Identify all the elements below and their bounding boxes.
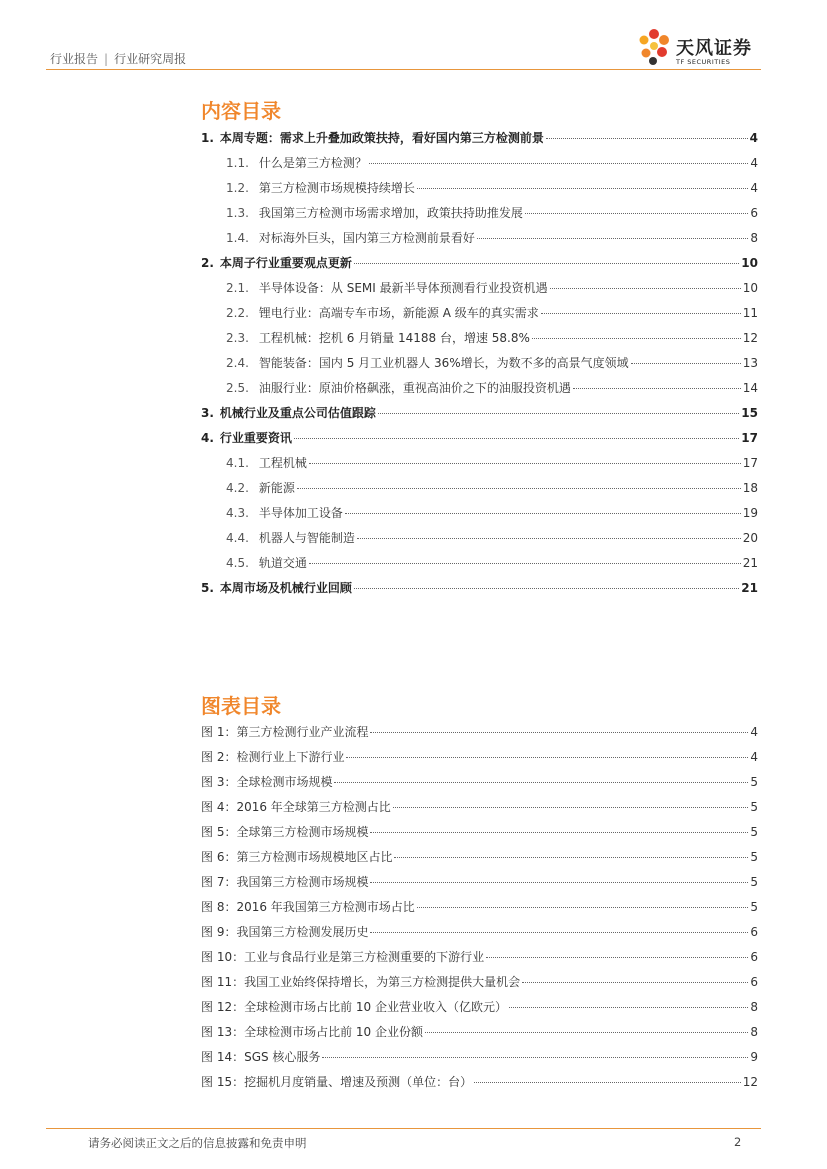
toc-entry-label bbox=[226, 204, 523, 221]
toc-entry-label bbox=[226, 504, 343, 521]
toc-entry-page: 13 bbox=[742, 356, 758, 370]
figure-entry-page: 12 bbox=[742, 1075, 758, 1089]
toc-leader-dots bbox=[546, 138, 748, 139]
toc-leader-dots bbox=[309, 463, 741, 464]
toc-entry-number: 2.1. bbox=[226, 281, 249, 295]
toc-entry-number: 2.5. bbox=[226, 381, 249, 395]
toc-entry-label bbox=[226, 179, 415, 196]
toc-entry-number: 4.3. bbox=[226, 506, 249, 520]
figure-entry[interactable] bbox=[201, 773, 758, 790]
figure-leader-dots bbox=[474, 1082, 741, 1083]
figure-entry-page: 5 bbox=[750, 900, 758, 914]
toc-entry-number: 1.1. bbox=[226, 156, 249, 170]
toc-leader-dots bbox=[294, 438, 739, 439]
toc-entry-page: 12 bbox=[742, 331, 758, 345]
toc-entry-label bbox=[226, 154, 367, 171]
figure-entry[interactable] bbox=[201, 998, 758, 1015]
figure-leader-dots bbox=[522, 982, 748, 983]
toc-entry-page: 4 bbox=[749, 131, 758, 145]
toc-entry[interactable] bbox=[226, 479, 758, 496]
toc-entry-text: 机器人与智能制造 bbox=[258, 531, 355, 545]
figure-entry-label: 图 15：挖掘机月度销量、增速及预测（单位：台） bbox=[201, 1075, 473, 1089]
header-breadcrumb bbox=[50, 50, 186, 67]
figure-entry-page: 5 bbox=[750, 875, 758, 889]
toc-entry-number: 3. bbox=[201, 406, 214, 420]
figures-title: 图表目录 bbox=[201, 694, 281, 718]
toc-entry-text: 我国第三方检测市场需求增加，政策扶持助推发展 bbox=[258, 206, 523, 220]
toc-entry-page: 15 bbox=[741, 406, 758, 420]
figure-entry-label: 图 10：工业与食品行业是第三方检测重要的下游行业 bbox=[201, 950, 485, 964]
figure-entry[interactable] bbox=[201, 1048, 758, 1065]
toc-entry-number: 5. bbox=[201, 581, 214, 595]
toc-entry[interactable] bbox=[226, 554, 758, 571]
toc-entry-number: 1.2. bbox=[226, 181, 249, 195]
toc-entry-page: 19 bbox=[742, 506, 758, 520]
toc-leader-dots bbox=[541, 313, 741, 314]
figure-entry-label: 图 14：SGS 核心服务 bbox=[201, 1050, 321, 1064]
toc-leader-dots bbox=[354, 263, 739, 264]
toc-entry-text: 第三方检测市场规模持续增长 bbox=[258, 181, 415, 195]
toc-entry[interactable] bbox=[226, 229, 758, 246]
toc-entry-text: 油服行业：原油价格飙涨，重视高油价之下的油服投资机遇 bbox=[258, 381, 571, 395]
figure-leader-dots bbox=[509, 1007, 748, 1008]
toc-entry-number: 1.4. bbox=[226, 231, 249, 245]
toc-entry-page: 21 bbox=[742, 556, 758, 570]
toc-entry-label bbox=[226, 329, 530, 346]
toc-entry-page: 11 bbox=[742, 306, 758, 320]
toc-leader-dots bbox=[357, 538, 741, 539]
toc-entry-page: 20 bbox=[742, 531, 758, 545]
toc-entry-page: 21 bbox=[741, 581, 758, 595]
toc-entry-number: 4.1. bbox=[226, 456, 249, 470]
footer-disclaimer: 请务必阅读正文之后的信息披露和免责申明 bbox=[88, 1136, 307, 1150]
figure-leader-dots bbox=[370, 932, 748, 933]
toc-leader-dots bbox=[532, 338, 741, 339]
figure-entry[interactable] bbox=[201, 923, 758, 940]
toc-entry-page: 4 bbox=[750, 181, 758, 195]
toc-entry-text: 智能装备：国内 5 月工业机器人 36%增长，为数不多的高景气度领域 bbox=[258, 356, 629, 370]
toc-entry-page: 17 bbox=[742, 456, 758, 470]
figure-leader-dots bbox=[370, 882, 748, 883]
toc-entry-page: 17 bbox=[741, 431, 758, 445]
figure-entry-label: 图 11：我国工业始终保持增长，为第三方检测提供大量机会 bbox=[201, 975, 521, 989]
toc-entry[interactable] bbox=[226, 329, 758, 346]
figure-entry[interactable] bbox=[201, 1023, 758, 1040]
toc-entry-page: 10 bbox=[741, 256, 758, 270]
toc-leader-dots bbox=[345, 513, 741, 514]
toc-entry-label bbox=[226, 354, 629, 371]
toc-entry-number: 4.2. bbox=[226, 481, 249, 495]
toc-entry-page: 6 bbox=[750, 206, 758, 220]
toc-entry-label bbox=[226, 229, 475, 246]
figure-entry-label: 图 1：第三方检测行业产业流程 bbox=[201, 725, 369, 739]
figure-leader-dots bbox=[334, 782, 748, 783]
figure-entry[interactable] bbox=[201, 798, 758, 815]
figure-leader-dots bbox=[486, 957, 748, 958]
header-report-category: 行业研究周报 bbox=[114, 52, 187, 66]
toc-entry-label bbox=[226, 454, 307, 471]
toc-entry-text: 本周专题：需求上升叠加政策扶持，看好国内第三方检测前景 bbox=[219, 131, 544, 145]
figure-leader-dots bbox=[393, 807, 749, 808]
toc-entry[interactable] bbox=[226, 204, 758, 221]
figure-entry[interactable] bbox=[201, 848, 758, 865]
figure-entry-label: 图 12：全球检测市场占比前 10 企业营业收入（亿欧元） bbox=[201, 1000, 507, 1014]
company-logo bbox=[632, 26, 762, 70]
toc-entry-label bbox=[201, 429, 292, 446]
page-number: 2 bbox=[734, 1135, 742, 1149]
figure-leader-dots bbox=[346, 757, 748, 758]
figure-entry[interactable] bbox=[201, 748, 758, 765]
figure-entry[interactable] bbox=[201, 973, 758, 990]
toc-entry[interactable] bbox=[201, 254, 758, 271]
toc-entry[interactable] bbox=[226, 179, 758, 196]
figure-leader-dots bbox=[417, 907, 749, 908]
figure-entry[interactable] bbox=[201, 948, 758, 965]
toc-entry[interactable] bbox=[226, 304, 758, 321]
toc-leader-dots bbox=[477, 238, 748, 239]
figure-entry[interactable] bbox=[201, 723, 758, 740]
toc-entry-page: 14 bbox=[742, 381, 758, 395]
toc-entry-label bbox=[226, 304, 539, 321]
toc-entry-label bbox=[226, 279, 548, 296]
toc-leader-dots bbox=[417, 188, 748, 189]
figure-leader-dots bbox=[370, 732, 748, 733]
toc-entry-label bbox=[201, 254, 352, 271]
toc-entry-text: 锂电行业：高端专车市场，新能源 A 级车的真实需求 bbox=[258, 306, 539, 320]
toc-entry-label bbox=[201, 129, 544, 146]
figure-leader-dots bbox=[394, 857, 748, 858]
figure-leader-dots bbox=[370, 832, 748, 833]
toc-entry-number: 4.4. bbox=[226, 531, 249, 545]
toc-entry-page: 18 bbox=[742, 481, 758, 495]
toc-entry[interactable] bbox=[226, 454, 758, 471]
toc-entry-number: 1.3. bbox=[226, 206, 249, 220]
toc-entry-number: 4.5. bbox=[226, 556, 249, 570]
figure-entry-label: 图 9：我国第三方检测发展历史 bbox=[201, 925, 369, 939]
toc-entry[interactable] bbox=[226, 154, 758, 171]
logo-name-cn: 天风证券 bbox=[676, 38, 752, 59]
toc-entry-label bbox=[201, 579, 352, 596]
toc-entry[interactable] bbox=[226, 504, 758, 521]
toc-entry-text: 对标海外巨头，国内第三方检测前景看好 bbox=[258, 231, 475, 245]
toc-leader-dots bbox=[378, 413, 739, 414]
toc-entry[interactable] bbox=[201, 429, 758, 446]
figure-entry-label: 图 7：我国第三方检测市场规模 bbox=[201, 875, 369, 889]
figure-entry-page: 5 bbox=[750, 775, 758, 789]
figure-entry-page: 9 bbox=[750, 1050, 758, 1064]
toc-leader-dots bbox=[631, 363, 741, 364]
toc-leader-dots bbox=[297, 488, 741, 489]
header-separator: | bbox=[104, 52, 109, 66]
figure-leader-dots bbox=[322, 1057, 748, 1058]
figure-entry[interactable] bbox=[201, 1073, 758, 1090]
toc-title: 内容目录 bbox=[201, 99, 281, 123]
figure-leader-dots bbox=[425, 1032, 748, 1033]
toc-entry[interactable] bbox=[201, 404, 758, 421]
toc-entry-text: 半导体加工设备 bbox=[258, 506, 343, 520]
figure-entry-page: 8 bbox=[750, 1025, 758, 1039]
toc-entry-text: 工程机械 bbox=[258, 456, 307, 470]
toc-entry-text: 什么是第三方检测？ bbox=[258, 156, 367, 170]
toc-entry-label bbox=[226, 479, 295, 496]
toc-leader-dots bbox=[550, 288, 741, 289]
toc-entry[interactable] bbox=[226, 279, 758, 296]
toc-entry-text: 行业重要资讯 bbox=[219, 431, 292, 445]
figure-entry-page: 6 bbox=[750, 975, 758, 989]
toc-leader-dots bbox=[309, 563, 741, 564]
figure-entry-page: 5 bbox=[750, 825, 758, 839]
toc-entry-number: 2.3. bbox=[226, 331, 249, 345]
figure-entry-label: 图 4：2016 年全球第三方检测占比 bbox=[201, 800, 391, 814]
toc-entry-label bbox=[226, 529, 355, 546]
header-report-type: 行业报告 bbox=[50, 52, 99, 66]
toc-entry[interactable] bbox=[226, 379, 758, 396]
footer-divider bbox=[46, 1128, 761, 1129]
figure-entry-page: 8 bbox=[750, 1000, 758, 1014]
toc-entry-text: 新能源 bbox=[258, 481, 295, 495]
toc-entry-label bbox=[226, 554, 307, 571]
figure-entry-page: 5 bbox=[750, 850, 758, 864]
toc-entry[interactable] bbox=[226, 529, 758, 546]
toc-entry-page: 4 bbox=[750, 156, 758, 170]
figure-entry-label: 图 5：全球第三方检测市场规模 bbox=[201, 825, 369, 839]
toc-entry-text: 本周子行业重要观点更新 bbox=[219, 256, 352, 270]
toc-entry-number: 2.2. bbox=[226, 306, 249, 320]
header-divider bbox=[46, 69, 761, 70]
toc-entry[interactable] bbox=[201, 129, 758, 146]
toc-entry-page: 8 bbox=[750, 231, 758, 245]
toc-entry-number: 2. bbox=[201, 256, 214, 270]
toc-entry-number: 2.4. bbox=[226, 356, 249, 370]
figure-entry-page: 4 bbox=[750, 750, 758, 764]
toc-entry[interactable] bbox=[201, 579, 758, 596]
toc-entry-text: 工程机械：挖机 6 月销量 14188 台，增速 58.8% bbox=[258, 331, 530, 345]
toc-leader-dots bbox=[573, 388, 741, 389]
figure-entry[interactable] bbox=[201, 823, 758, 840]
figure-entry-page: 5 bbox=[750, 800, 758, 814]
figure-entry-label: 图 2：检测行业上下游行业 bbox=[201, 750, 345, 764]
toc-entry[interactable] bbox=[226, 354, 758, 371]
toc-entry-label bbox=[226, 379, 571, 396]
figure-entry-label: 图 3：全球检测市场规模 bbox=[201, 775, 333, 789]
toc-entry-text: 本周市场及机械行业回顾 bbox=[219, 581, 352, 595]
figure-entry-label: 图 13：全球检测市场占比前 10 企业份额 bbox=[201, 1025, 423, 1039]
toc-leader-dots bbox=[525, 213, 748, 214]
figure-entry[interactable] bbox=[201, 898, 758, 915]
figure-entry-page: 6 bbox=[750, 925, 758, 939]
figure-entry-page: 6 bbox=[750, 950, 758, 964]
toc-entry-page: 10 bbox=[742, 281, 758, 295]
figure-entry-page: 4 bbox=[750, 725, 758, 739]
toc-leader-dots bbox=[369, 163, 748, 164]
figure-entry-label: 图 8：2016 年我国第三方检测市场占比 bbox=[201, 900, 415, 914]
logo-name-en: TF SECURITIES bbox=[676, 58, 731, 66]
toc-entry-text: 机械行业及重点公司估值跟踪 bbox=[219, 406, 376, 420]
toc-entry-label bbox=[201, 404, 376, 421]
toc-leader-dots bbox=[354, 588, 739, 589]
logo-flower-icon bbox=[632, 26, 676, 70]
toc-entry-number: 4. bbox=[201, 431, 214, 445]
figure-entry-label: 图 6：第三方检测市场规模地区占比 bbox=[201, 850, 393, 864]
toc-entry-text: 半导体设备：从 SEMI 最新半导体预测看行业投资机遇 bbox=[258, 281, 548, 295]
figure-entry[interactable] bbox=[201, 873, 758, 890]
toc-entry-text: 轨道交通 bbox=[258, 556, 307, 570]
toc-entry-number: 1. bbox=[201, 131, 214, 145]
